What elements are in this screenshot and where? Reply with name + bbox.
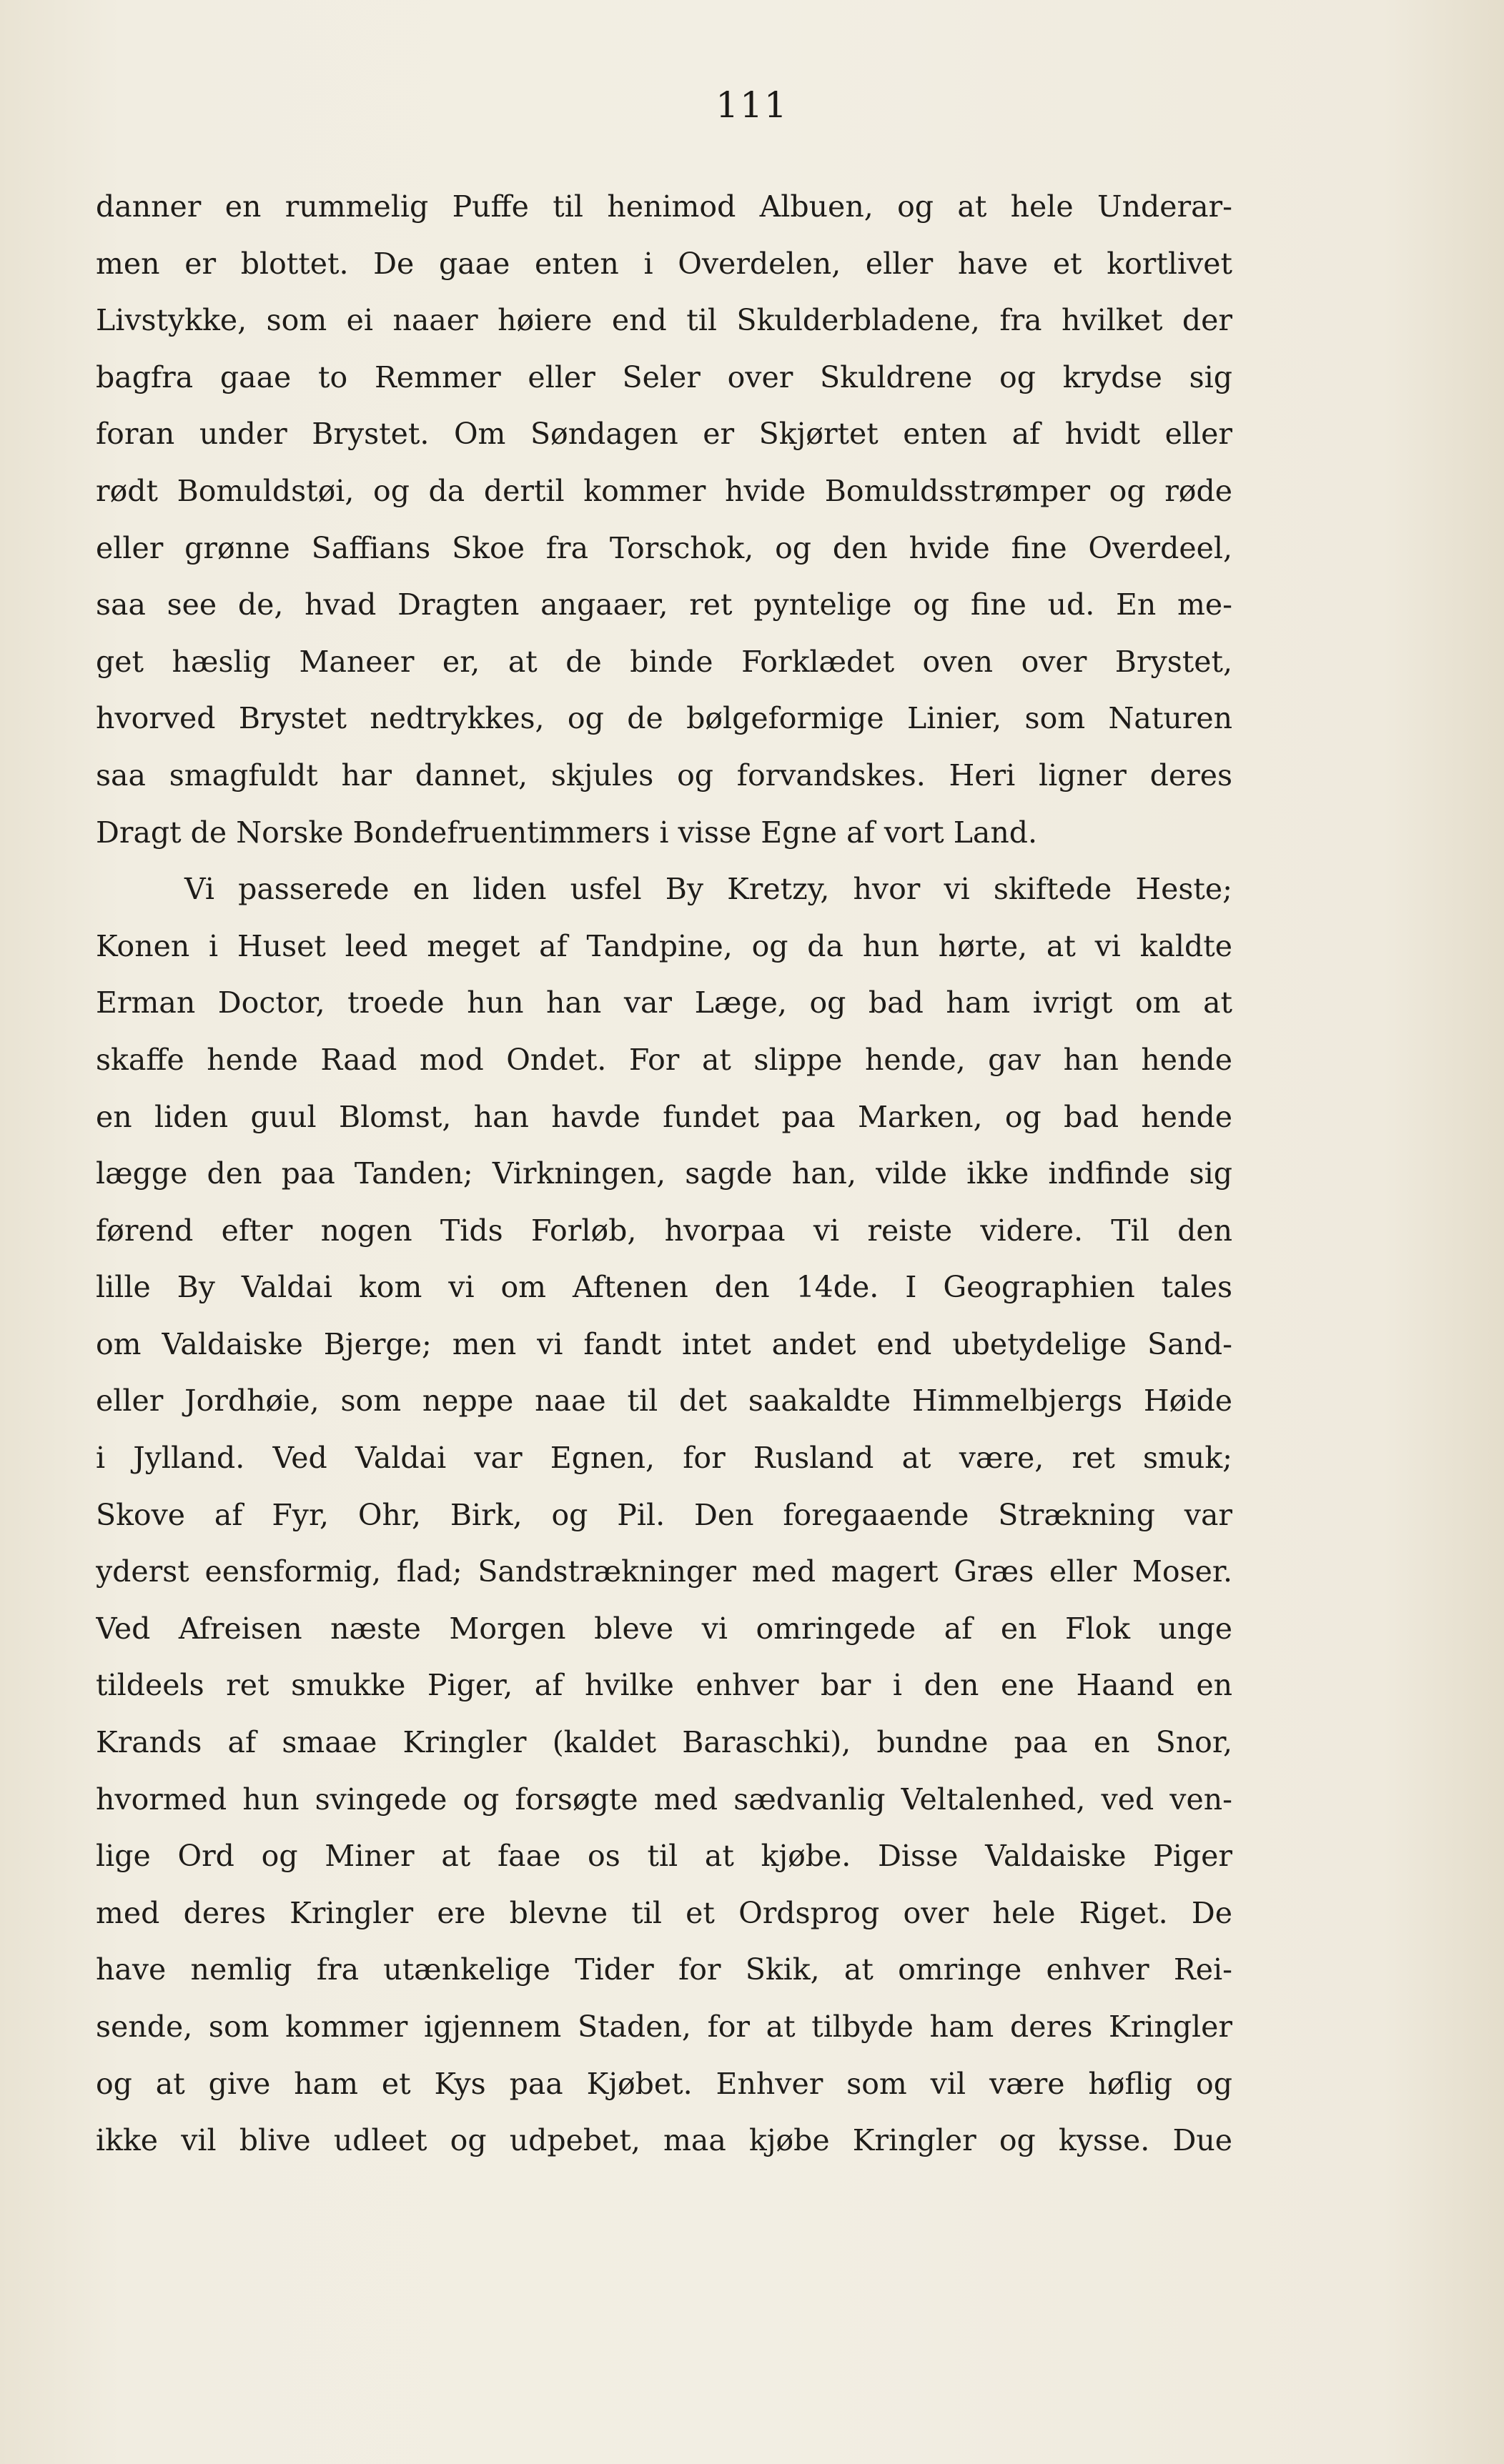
text-line: lægge den paa Tanden; Virkningen, sagde han, vilde ikke indfinde sig bbox=[96, 1156, 1232, 1191]
text-line: Erman Doctor, troede hun han var Læge, og bad ham ivrigt om at bbox=[96, 985, 1232, 1020]
text-line: Vi passerede en liden usfel By Kretzy, hvor vi skiftede Heste; bbox=[184, 872, 1232, 907]
text-line: hvormed hun svingede og forsøgte med sædvanlig Veltalenhed, ved ven- bbox=[96, 1782, 1232, 1817]
text-line: yderst eensformig, flad; Sandstrækninger med magert Græs eller Moser. bbox=[96, 1554, 1232, 1589]
text-line: skaffe hende Raad mod Ondet. For at slippe hende, gav han hende bbox=[96, 1042, 1232, 1077]
text-line: eller Jordhøie, som neppe naae til det saakaldte Himmelbjergs Høide bbox=[96, 1383, 1232, 1419]
text-line: have nemlig fra utænkelige Tider for Skik, at omringe enhver Rei- bbox=[96, 1952, 1232, 1987]
text-line: Skove af Fyr, Ohr, Birk, og Pil. Den foregaaende Strækning var bbox=[96, 1497, 1232, 1532]
text-line: rødt Bomuldstøi, og da dertil kommer hvide Bomuldsstrømper og røde bbox=[96, 473, 1232, 508]
text-line: danner en rummelig Puffe til henimod Albuen, og at hele Underar- bbox=[96, 189, 1232, 224]
text-line: førend efter nogen Tids Forløb, hvorpaa vi reiste videre. Til den bbox=[96, 1213, 1232, 1248]
body-text bbox=[96, 179, 1232, 2170]
text-line: tildeels ret smukke Piger, af hvilke enhver bar i den ene Haand en bbox=[96, 1668, 1232, 1703]
text-line: Dragt de Norske Bondefruentimmers i visse Egne af vort Land. bbox=[96, 815, 1038, 850]
text-line: Krands af smaae Kringler (kaldet Baraschki), bundne paa en Snor, bbox=[96, 1725, 1232, 1760]
text-line: get hæslig Maneer er, at de binde Forklædet oven over Brystet, bbox=[96, 644, 1232, 679]
text-line: eller grønne Saffians Skoe fra Torschok, og den hvide fine Overdeel, bbox=[96, 530, 1232, 565]
text-line: foran under Brystet. Om Søndagen er Skjørtet enten af hvidt eller bbox=[96, 417, 1232, 452]
text-line: Livstykke, som ei naaer høiere end til Skulderbladene, fra hvilket der bbox=[96, 303, 1232, 338]
text-line: og at give ham et Kys paa Kjøbet. Enhver som vil være høflig og bbox=[96, 2066, 1232, 2101]
text-line: saa see de, hvad Dragten angaaer, ret pyntelige og fine ud. En me- bbox=[96, 587, 1232, 622]
text-line: hvorved Brystet nedtrykkes, og de bølgeformige Linier, som Naturen bbox=[96, 701, 1232, 736]
text-line: ikke vil blive udleet og udpebet, maa kjøbe Kringler og kysse. Due bbox=[96, 2123, 1232, 2158]
text-line: lige Ord og Miner at faae os til at kjøbe. Disse Valdaiske Piger bbox=[96, 1839, 1232, 1874]
text-line: men er blottet. De gaae enten i Overdelen, eller have et kortlivet bbox=[96, 246, 1232, 281]
text-line: i Jylland. Ved Valdai var Egnen, for Rusland at være, ret smuk; bbox=[96, 1441, 1232, 1476]
text-line: lille By Valdai kom vi om Aftenen den 14de. I Geographien tales bbox=[96, 1270, 1232, 1305]
text-line: med deres Kringler ere blevne til et Ordsprog over hele Riget. De bbox=[96, 1895, 1232, 1930]
text-line: en liden guul Blomst, han havde fundet paa Marken, og bad hende bbox=[96, 1099, 1232, 1134]
text-line: bagfra gaae to Remmer eller Seler over Skuldrene og krydse sig bbox=[96, 359, 1232, 394]
text-line: om Valdaiske Bjerge; men vi fandt intet andet end ubetydelige Sand- bbox=[96, 1326, 1232, 1361]
text-line: Konen i Huset leed meget af Tandpine, og da hun hørte, at vi kaldte bbox=[96, 928, 1232, 963]
text-line: saa smagfuldt har dannet, skjules og forvandskes. Heri ligner deres bbox=[96, 757, 1232, 793]
page-number: 111 bbox=[716, 84, 788, 126]
text-line: Ved Afreisen næste Morgen bleve vi omringede af en Flok unge bbox=[96, 1611, 1232, 1646]
text-line: sende, som kommer igjennem Staden, for at tilbyde ham deres Kringler bbox=[96, 2010, 1232, 2044]
